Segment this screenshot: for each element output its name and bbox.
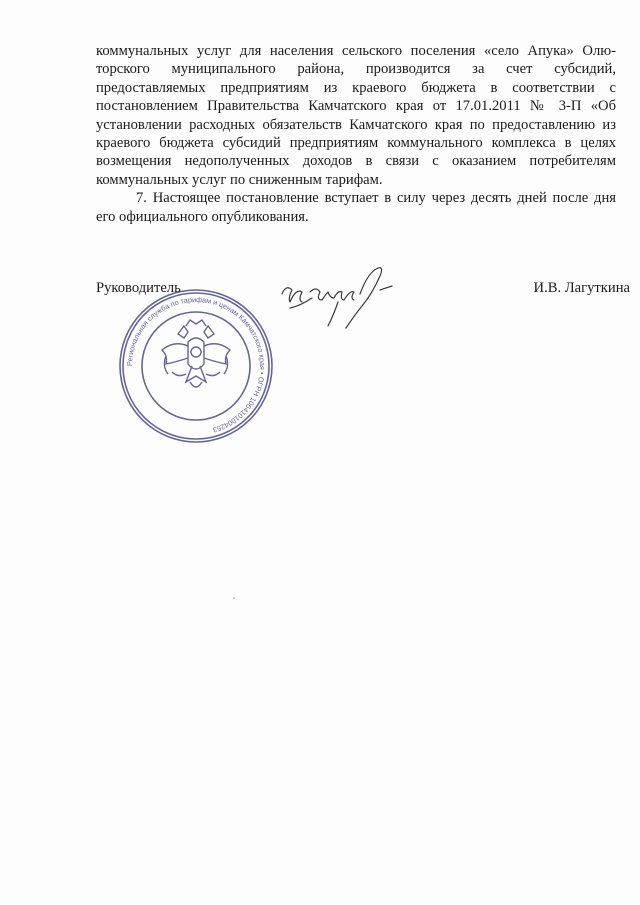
handwritten-signature [276,256,406,336]
seal-rings [120,290,272,442]
text-line: торского муниципального района, производится за счет субсидий, [96,61,616,78]
seal-ring-text: Региональная служба по тарифам и ценам Камчатского края • ОГРН 1064101004253 [124,294,268,435]
text-line: 7. Настоящее постановление вступает в силу через десять дней после дня [136,190,616,207]
scan-speck [233,597,235,599]
text-line: его официального опубликования. [96,208,309,225]
eagle-emblem-icon [162,320,230,387]
official-seal [116,286,276,446]
paragraph-7 [96,189,616,226]
text-line: установлении расходных обязательств Камчатского края по предоставлению из [96,116,616,133]
text-line: коммунальных услуг по сниженным тарифам. [96,171,383,188]
signatory-title: Руководитель [96,280,181,296]
body-text [96,42,616,226]
text-line: краевого бюджета субсидий предприятиям коммунального комплекса в целях [96,135,616,152]
text-line: возмещения недополученных доходов в связи с оказанием потребителям [96,153,616,170]
text-line: предоставляемых предприятиям из краевого бюджета в соответствии с [96,79,616,96]
text-line: коммунальных услуг для населения сельского поселения «село Апука» Олю- [96,43,616,59]
paragraph-continued [96,42,616,189]
text-line: постановлением Правительства Камчатского края от 17.01.2011 № 3-П «Об [96,98,616,115]
signatory-name: И.В. Лагуткина [533,280,630,296]
